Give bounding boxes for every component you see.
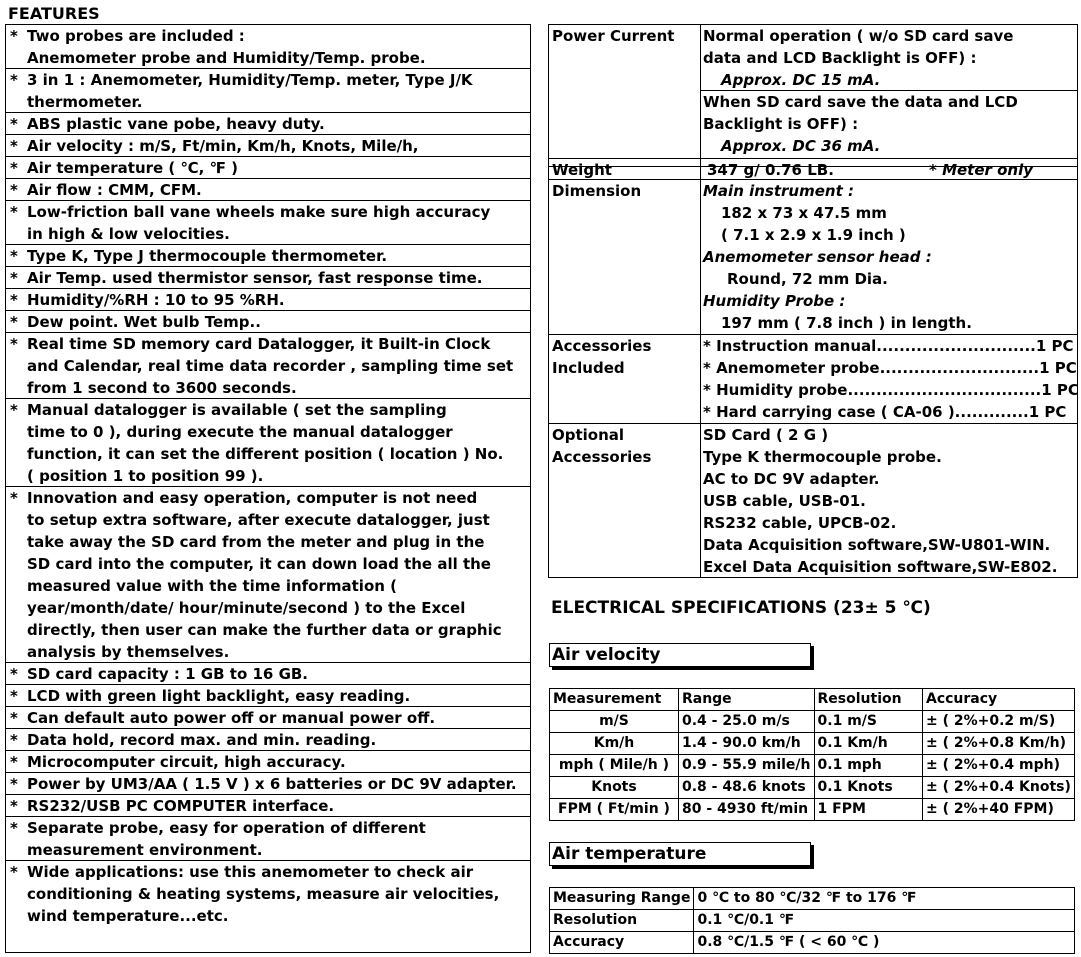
feature-item bbox=[6, 69, 530, 113]
feature-text: Air Temp. used thermistor sensor, fast response time. bbox=[27, 269, 483, 287]
table-cell: 0.1 ℃/0.1 ℉ bbox=[694, 910, 1075, 932]
optional-list bbox=[703, 424, 1073, 578]
feature-item bbox=[6, 135, 530, 157]
table-row bbox=[550, 777, 1075, 799]
feature-text: Power by UM3/AA ( 1.5 V ) x 6 batteries or DC 9V adapter. bbox=[27, 775, 517, 793]
optional-item: Excel Data Acquisition software,SW-E802. bbox=[703, 558, 1058, 576]
optional-item: RS232 cable, UPCB-02. bbox=[703, 514, 897, 532]
table-cell: m/S bbox=[550, 711, 679, 733]
feature-item bbox=[6, 399, 530, 487]
feature-text: Air velocity : m/S, Ft/min, Km/h, Knots, Mile/h, bbox=[27, 137, 419, 155]
bullet-star: * bbox=[10, 731, 18, 749]
bullet-star: * bbox=[10, 137, 18, 155]
feature-text: Separate probe, easy for operation of different measurement environment. bbox=[27, 819, 426, 859]
power-sd-value: Approx. DC 36 mA. bbox=[721, 137, 881, 155]
table-cell: 0.8 - 48.6 knots bbox=[678, 777, 814, 799]
bullet-star: * bbox=[10, 203, 18, 221]
feature-item bbox=[6, 685, 530, 707]
table-cell: ± ( 2%+0.2 m/S) bbox=[923, 711, 1075, 733]
table-cell: ± ( 2%+40 FPM) bbox=[923, 799, 1075, 821]
table-cell: Knots bbox=[550, 777, 679, 799]
table-header bbox=[550, 689, 1075, 711]
spec-table bbox=[548, 24, 1078, 578]
feature-item bbox=[6, 289, 530, 311]
air-velocity-table bbox=[549, 688, 1075, 821]
table-row bbox=[550, 733, 1075, 755]
air-temperature-title: Air temperature bbox=[549, 842, 811, 866]
table-cell: ± ( 2%+0.4 mph) bbox=[923, 755, 1075, 777]
dimension-label: Dimension bbox=[552, 182, 642, 200]
table-cell: 0.4 - 25.0 m/s bbox=[678, 711, 814, 733]
power-normal: Normal operation ( w/o SD card save data and LCD Backlight is OFF) : Approx. DC 15 mA. bbox=[701, 25, 1077, 91]
accessory-item: * Anemometer probe............................1 PC bbox=[703, 359, 1077, 377]
bullet-star: * bbox=[10, 71, 18, 89]
power-sd: When SD card save the data and LCD Backlight is OFF) : Approx. DC 36 mA. bbox=[703, 93, 1018, 155]
accessories-label: Accessories Included bbox=[552, 337, 652, 377]
table-cell: ± ( 2%+0.8 Km/h) bbox=[923, 733, 1075, 755]
power-label: Power Current bbox=[552, 27, 675, 45]
power-normal-value: Approx. DC 15 mA. bbox=[721, 71, 881, 89]
table-cell: 0.8 ℃/1.5 ℉ ( < 60 ℃ ) bbox=[694, 932, 1075, 954]
feature-text: 3 in 1 : Anemometer, Humidity/Temp. meter, Type J/K thermometer. bbox=[27, 71, 473, 111]
table-row bbox=[550, 799, 1075, 821]
bullet-star: * bbox=[10, 181, 18, 199]
feature-item bbox=[6, 267, 530, 289]
table-cell: ± ( 2%+0.4 Knots) bbox=[923, 777, 1075, 799]
feature-text: Type K, Type J thermocouple thermometer. bbox=[27, 247, 388, 265]
table-cell: Km/h bbox=[550, 733, 679, 755]
features-title: FEATURES bbox=[8, 4, 100, 23]
spec-row-power bbox=[549, 25, 1077, 167]
bullet-star: * bbox=[10, 269, 18, 287]
bullet-star: * bbox=[10, 753, 18, 771]
bullet-star: * bbox=[10, 335, 18, 353]
table-cell: Accuracy bbox=[550, 932, 694, 954]
feature-text: Air temperature ( ℃, ℉ ) bbox=[27, 159, 238, 177]
table-row bbox=[550, 910, 1075, 932]
feature-text: Can default auto power off or manual power off. bbox=[27, 709, 436, 727]
feature-item bbox=[6, 663, 530, 685]
feature-text: Data hold, record max. and min. reading. bbox=[27, 731, 377, 749]
feature-item bbox=[6, 773, 530, 795]
feature-item bbox=[6, 751, 530, 773]
bullet-star: * bbox=[10, 797, 18, 815]
spec-row-optional bbox=[549, 424, 1077, 577]
feature-text: RS232/USB PC COMPUTER interface. bbox=[27, 797, 335, 815]
feature-item bbox=[6, 817, 530, 861]
table-row bbox=[550, 755, 1075, 777]
bullet-star: * bbox=[10, 27, 18, 45]
table-cell: 1.4 - 90.0 km/h bbox=[678, 733, 814, 755]
table-cell: mph ( Mile/h ) bbox=[550, 755, 679, 777]
table-cell: 0 ℃ to 80 ℃/32 ℉ to 176 ℉ bbox=[694, 888, 1075, 910]
accessory-item: * Instruction manual............................1 PC bbox=[703, 337, 1074, 355]
feature-text: Air flow : CMM, CFM. bbox=[27, 181, 202, 199]
feature-text: Manual datalogger is available ( set the sampling time to 0 ), during execute the manual datalogger function, it can set the different position ( location ) No. ( position 1 to position 99 ). bbox=[27, 401, 504, 485]
feature-text: Microcomputer circuit, high accuracy. bbox=[27, 753, 346, 771]
header-cell: Range bbox=[678, 689, 814, 711]
feature-item bbox=[6, 113, 530, 135]
feature-text: Wide applications: use this anemometer to check air conditioning & heating systems, measure air velocities, wind temperature...etc. bbox=[27, 863, 500, 925]
feature-text: Innovation and easy operation, computer is not need to setup extra software, after execute datalogger, just take away the SD card from the meter and plug in the SD card into the computer, it can down load the all the measured value with the time information ( year/month/date/ hour/minute/second ) to the Excel directly, then user can make the further data or graphic analysis by themselves. bbox=[27, 489, 502, 661]
table-row bbox=[550, 711, 1075, 733]
spec-row-dimension: Dimension Main instrument : 182 x 73 x 47.5 mm ( 7.1 x 2.9 x 1.9 inch ) Anemometer sensor head : Round, 72 mm Dia. Humidity Probe : 197 mm ( 7.8 inch ) in length. bbox=[549, 180, 1077, 335]
weight-label: Weight bbox=[552, 161, 612, 179]
feature-text: ABS plastic vane pobe, heavy duty. bbox=[27, 115, 325, 133]
accessory-item: * Humidity probe..................................1 PC bbox=[703, 381, 1079, 399]
accessories-list bbox=[703, 335, 1079, 423]
feature-item bbox=[6, 333, 530, 399]
feature-item bbox=[6, 179, 530, 201]
bullet-star: * bbox=[10, 247, 18, 265]
header-cell: Accuracy bbox=[923, 689, 1075, 711]
feature-text: Low-friction ball vane wheels make sure high accuracy in high & low velocities. bbox=[27, 203, 491, 243]
feature-item bbox=[6, 795, 530, 817]
bullet-star: * bbox=[10, 863, 18, 881]
table-cell: Measuring Range bbox=[550, 888, 694, 910]
feature-text: Humidity/%RH : 10 to 95 %RH. bbox=[27, 291, 285, 309]
feature-item bbox=[6, 201, 530, 245]
bullet-star: * bbox=[10, 291, 18, 309]
electrical-title: ELECTRICAL SPECIFICATIONS (23± 5 ℃) bbox=[551, 598, 931, 618]
table-row bbox=[550, 932, 1075, 954]
table-cell: 0.1 m/S bbox=[814, 711, 922, 733]
spec-row-weight bbox=[549, 158, 1077, 180]
bullet-star: * bbox=[10, 709, 18, 727]
feature-item bbox=[6, 729, 530, 751]
optional-item: Type K thermocouple probe. bbox=[703, 448, 942, 466]
feature-item bbox=[6, 861, 530, 927]
feature-item bbox=[6, 245, 530, 267]
bullet-star: * bbox=[10, 159, 18, 177]
table-cell: 1 FPM bbox=[814, 799, 922, 821]
bullet-star: * bbox=[10, 313, 18, 331]
bullet-star: * bbox=[10, 819, 18, 837]
bullet-star: * bbox=[10, 401, 18, 419]
air-temperature-table bbox=[549, 887, 1075, 954]
feature-item bbox=[6, 487, 530, 663]
feature-text: LCD with green light backlight, easy reading. bbox=[27, 687, 411, 705]
feature-text: Two probes are included : Anemometer probe and Humidity/Temp. probe. bbox=[27, 27, 426, 67]
weight-value: 347 g/ 0.76 LB. bbox=[707, 161, 834, 179]
feature-text: Dew point. Wet bulb Temp.. bbox=[27, 313, 261, 331]
bullet-star: * bbox=[10, 775, 18, 793]
table-cell: 0.1 mph bbox=[814, 755, 922, 777]
table-cell: Resolution bbox=[550, 910, 694, 932]
table-cell: 0.1 Knots bbox=[814, 777, 922, 799]
optional-label: Optional Accessories bbox=[552, 426, 652, 466]
bullet-star: * bbox=[10, 115, 18, 133]
optional-item: Data Acquisition software,SW-U801-WIN. bbox=[703, 536, 1051, 554]
weight-note: * Meter only bbox=[929, 161, 1034, 179]
accessory-item: * Hard carrying case ( CA-06 ).............1 PC bbox=[703, 403, 1067, 421]
feature-item bbox=[6, 25, 530, 69]
bullet-star: * bbox=[10, 489, 18, 507]
feature-text: Real time SD memory card Datalogger, it Built-in Clock and Calendar, real time data recorder , sampling time set from 1 second to 3600 seconds. bbox=[27, 335, 514, 397]
table-cell: 0.1 Km/h bbox=[814, 733, 922, 755]
bullet-star: * bbox=[10, 665, 18, 683]
header-cell: Resolution bbox=[814, 689, 922, 711]
header-cell: Measurement bbox=[550, 689, 679, 711]
features-list bbox=[5, 24, 531, 953]
feature-text: SD card capacity : 1 GB to 16 GB. bbox=[27, 665, 309, 683]
feature-item bbox=[6, 157, 530, 179]
air-velocity-title: Air velocity bbox=[549, 643, 811, 667]
optional-item: USB cable, USB-01. bbox=[703, 492, 866, 510]
table-row bbox=[550, 888, 1075, 910]
bullet-star: * bbox=[10, 687, 18, 705]
feature-item bbox=[6, 707, 530, 729]
optional-item: AC to DC 9V adapter. bbox=[703, 470, 880, 488]
feature-item bbox=[6, 311, 530, 333]
spec-row-accessories bbox=[549, 335, 1077, 424]
optional-item: SD Card ( 2 G ) bbox=[703, 426, 829, 444]
table-cell: FPM ( Ft/min ) bbox=[550, 799, 679, 821]
table-cell: 80 - 4930 ft/min bbox=[678, 799, 814, 821]
table-cell: 0.9 - 55.9 mile/h bbox=[678, 755, 814, 777]
